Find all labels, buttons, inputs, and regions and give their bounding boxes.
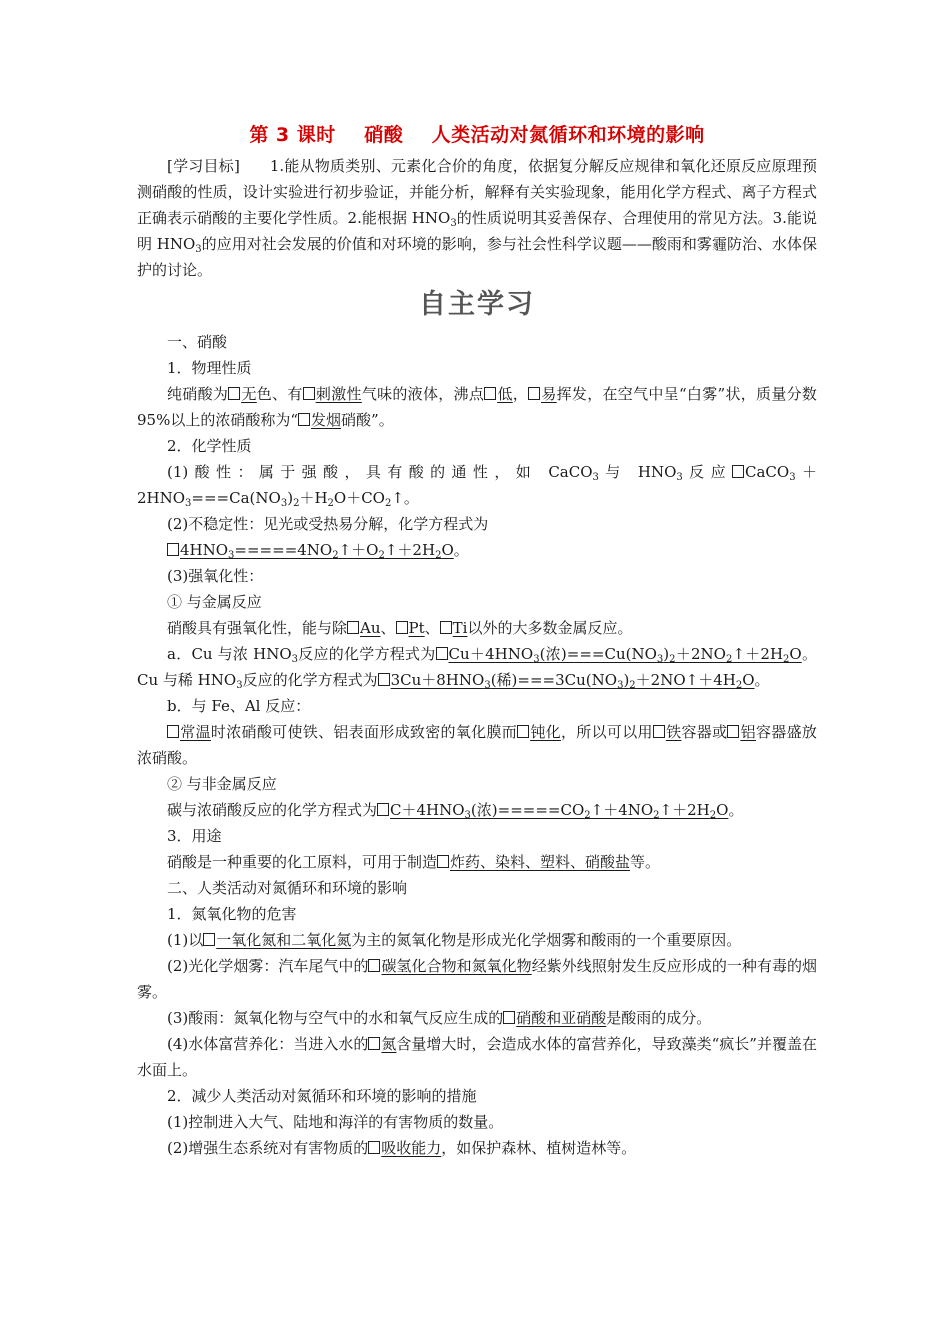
blank-box-icon	[368, 959, 380, 972]
blank-box-icon	[347, 621, 359, 634]
heading-chemical-properties: 2．化学性质	[167, 437, 252, 455]
blank-box-icon	[517, 725, 529, 738]
fill-blank: 钝化	[517, 723, 561, 741]
blank-box-icon	[203, 933, 215, 946]
learning-objectives: [学习目标] 1.能从物质类别、元素化合价的角度，依据复分解反应规律和氧化还原反应原理预测硝酸的性质，设计实验进行初步验证，并能分析，解释有关实验现象，能用化学方程式、离子方程式正确表示硝酸的主要化学性质。2.能根据 $HNO_3$的性质说明其妥善保存、合理使用的常见方法。3.能说明 $HNO_3$的应用对社会发展的价值和对环境的影响，参与社会性科学议题——酸雨和雾霾防治、水体保护的讨论。	[137, 157, 817, 279]
blank-box-icon	[528, 387, 540, 400]
section-heading: 自主学习	[419, 289, 535, 320]
copper-reaction-text: a．Cu 与浓 $HNO_3$反应的化学方程式为 $Cu+4HNO_3$(浓)$===Cu(NO_3)_2+2NO_2↑+2H_2O$。Cu 与稀 $HNO_3$反应的化学方程式为 $3Cu+8HNO_3$(稀)$===3Cu(NO_3)_2+2NO↑+4H_2O$。	[137, 645, 817, 691]
fill-blank: 刺激性	[303, 385, 362, 403]
page-title: 第 3 课时 硝酸 人类活动对氮循环和环境的影响	[249, 124, 705, 146]
heading-nitric-acid: 一、硝酸	[167, 333, 228, 351]
fill-blank: Au	[347, 619, 381, 637]
blank-box-icon	[303, 387, 315, 400]
blank-box-icon	[436, 647, 448, 660]
acid-rain-text: (3)酸雨：氮氧化物与空气中的水和氧气反应生成的 硝酸和亚硝酸是酸雨的成分。	[167, 1009, 712, 1027]
fill-blank: 无	[228, 385, 257, 403]
fill-blank: 铝	[727, 723, 756, 741]
blank-box-icon	[440, 621, 452, 634]
fill-blank: 低	[484, 385, 513, 403]
fill-blank: $C+4HNO_3$(浓)$=====CO_2↑+4NO_2↑+2H_2O$	[377, 801, 728, 819]
measure-2-text: (2)增强生态系统对有害物质的 吸收能力，如保护森林、植树造林等。	[167, 1139, 637, 1157]
fill-blank: 铁	[653, 723, 682, 741]
blank-box-icon	[396, 621, 408, 634]
fill-blank: Ti	[440, 619, 468, 637]
metal-reaction-heading: ① 与金属反应	[167, 593, 262, 611]
acidity-text: (1)酸性：属于强酸，具有酸的通性，如 CaCO$_3$与 $HNO_3$反应 $CaCO_3+2HNO_3===Ca(NO_3)_2+H_2O+CO_2↑$。	[137, 463, 817, 509]
fe-al-heading: b．与 Fe、Al 反应：	[167, 697, 311, 715]
instability-text: (2)不稳定性：见光或受热易分解，化学方程式为	[167, 515, 489, 533]
blank-box-icon	[437, 855, 449, 868]
blank-box-icon	[298, 413, 310, 426]
heading-nox-hazards: 1．氮氧化物的危害	[167, 905, 297, 923]
blank-box-icon	[368, 1141, 380, 1154]
heading-measures: 2．减少人类活动对氮循环和环境的影响的措施	[167, 1087, 477, 1105]
fill-blank: 炸药、染料、塑料、硝酸盐	[437, 853, 630, 871]
nonmetal-reaction-heading: ② 与非金属反应	[167, 775, 277, 793]
carbon-reaction-text: 碳与浓硝酸反应的化学方程式为 $C+4HNO_3$(浓)$=====CO_2↑+4NO_2↑+2H_2O$。	[167, 801, 744, 821]
fill-blank: 氮	[368, 1035, 396, 1053]
heading-human-activity: 二、人类活动对氮循环和环境的影响	[167, 879, 408, 897]
fill-blank: 易	[528, 385, 557, 403]
blank-box-icon	[653, 725, 665, 738]
fill-blank: 发烟	[298, 411, 341, 429]
metal-reaction-text: 硝酸具有强氧化性，能与除 Au、 Pt、 Ti以外的大多数金属反应。	[167, 619, 633, 637]
fill-blank: $4HNO_3=====4NO_2↑+O_2↑+2H_2O$	[167, 541, 454, 559]
blank-box-icon	[484, 387, 496, 400]
objectives-label: [学习目标]	[167, 157, 240, 175]
strong-oxidizing-heading: (3)强氧化性：	[167, 567, 264, 585]
heading-uses: 3．用途	[167, 827, 222, 845]
fill-blank: $3Cu+8HNO_3$(稀)$===3Cu(NO_3)_2+2NO↑+4H_2O$	[378, 671, 755, 689]
fill-blank: 一氧化氮和二氧化氮	[203, 931, 351, 949]
blank-box-icon	[727, 725, 739, 738]
decomposition-equation: $4HNO_3=====4NO_2↑+O_2↑+2H_2O$。	[137, 537, 817, 563]
fill-blank: 硝酸和亚硝酸	[503, 1009, 606, 1027]
uses-text: 硝酸是一种重要的化工原料，可用于制造 炸药、染料、塑料、硝酸盐等。	[167, 853, 661, 871]
fill-blank: 常温	[167, 723, 211, 741]
blank-box-icon	[732, 465, 744, 478]
blank-box-icon	[378, 673, 390, 686]
page-content	[137, 120, 817, 1161]
blank-box-icon	[228, 387, 240, 400]
blank-box-icon	[503, 1011, 515, 1024]
blank-box-icon	[167, 725, 179, 738]
nox-text: (1)以 一氧化氮和二氧化氮为主的氮氧化物是形成光化学烟雾和酸雨的一个重要原因。	[167, 931, 742, 949]
fill-blank: 碳氢化合物和氮氧化物	[368, 957, 531, 975]
blank-box-icon	[368, 1037, 380, 1050]
measure-1-text: (1)控制进入大气、陆地和海洋的有害物质的数量。	[167, 1113, 504, 1131]
fill-blank: $Cu+4HNO_3$(浓)$===Cu(NO_3)_2+2NO_2↑+2H_2O$	[436, 645, 802, 663]
heading-physical-properties: 1．物理性质	[167, 359, 252, 377]
eutrophication-text: (4)水体富营养化：当进入水的 氮含量增大时，会造成水体的富营养化，导致藻类“疯长”并覆盖在水面上。	[137, 1035, 818, 1079]
passivation-text: 常温时浓硝酸可使铁、铝表面形成致密的氧化膜而 钝化，所以可以用 铁容器或 铝容器盛放浓硝酸。	[137, 723, 817, 767]
fill-blank: 吸收能力	[368, 1139, 441, 1157]
fill-blank: Pt	[396, 619, 425, 637]
blank-box-icon	[377, 803, 389, 816]
blank-box-icon	[167, 543, 179, 556]
physical-properties-text: 纯硝酸为 无色、有 刺激性气味的液体，沸点 低， 易挥发，在空气中呈“白雾”状，质量分数 95%以上的浓硝酸称为“ 发烟硝酸”。	[137, 385, 817, 429]
photochemical-smog-text: (2)光化学烟雾：汽车尾气中的 碳氢化合物和氮氧化物经紫外线照射发生反应形成的一种有毒的烟雾。	[137, 957, 817, 1001]
